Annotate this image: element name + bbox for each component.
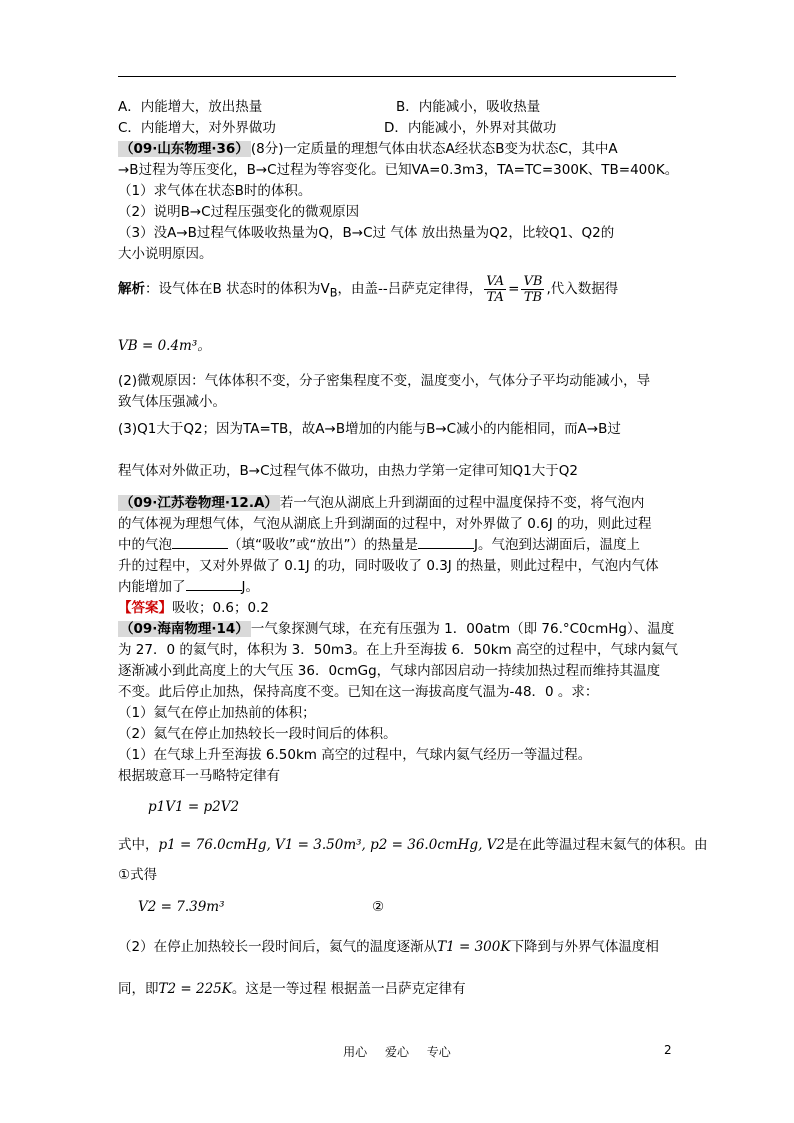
q12-line4: 升的过程中，又对外界做了 0.1J 的功，同时吸收了 0.3J 的热量，则此过程中，气泡内气体 [118, 558, 659, 574]
equation-values: p1 = 76.0cmHg, V1 = 3.50m³, p2 = 36.0cmHg, V2 [158, 837, 506, 853]
q14-line11: （2）在停止加热较长一段时间后，氦气的温度逐渐从T1 = 300K下降到与外界气体温度相 [118, 939, 659, 955]
q14-tag: （09·海南物理·14） [120, 621, 249, 637]
q12-tag: （09·江苏卷物理·12.A） [120, 495, 278, 511]
q36-part3-line1: (3)Q1大于Q2；因为TA=TB，故A→B增加的内能与B→C减小的内能相同，而A→B过 [118, 421, 621, 437]
q36-part2-line2: 致气体压强减小。 [118, 394, 226, 410]
q12-line5: 内能增加了 J。 [118, 579, 259, 595]
q36-line1: （09·山东物理·36） (8分)一定质量的理想气体由状态A经状态B变为状态C，其中A [120, 141, 618, 157]
option-d: D．内能减小，外界对其做功 [384, 120, 557, 136]
fraction-vb-tb: $\frac{VB}{TB}$ [523, 273, 543, 305]
q14-line6: （2）氦气在停止加热较长一段时间后的体积。 [118, 726, 397, 742]
option-a: A．内能增大，放出热量 [118, 99, 263, 115]
answer-blank-3 [186, 578, 242, 591]
q36-line3: （1）求气体在状态B时的体积。 [118, 183, 312, 199]
fraction-va-ta: $\frac{VA}{TA}$ [486, 273, 505, 305]
q36-line5: （3）没A→B过程气体吸收热量为Q，B→C过 气体 放出热量为Q2，比较Q1、Q2的 [118, 225, 615, 241]
answer-blank-2 [418, 536, 474, 549]
equation-number: ② [372, 899, 385, 915]
answer-blank-1 [172, 536, 228, 549]
q14-line3: 逐渐减小到此高度上的大气压 36．0cmGg，气球内部因启动一持续加热过程而维持其温度 [118, 663, 661, 679]
q36-part2-line1: (2)微观原因：气体体积不变，分子密集程度不变，温度变小，气体分子平均动能减小，导 [118, 373, 651, 389]
q12-line2: 的气体视为理想气体，气泡从湖底上升到湖面的过程中，对外界做了 0.6J 的功，则此过程 [118, 516, 652, 532]
q14-line4: 不变。此后停止加热，保持高度不变。已知在这一海拔高度气温为-48．0 。求： [118, 684, 599, 700]
q14-line10: ①式得 [118, 867, 158, 883]
q36-vb-result: VB = 0.4m³。 [118, 338, 211, 354]
q14-line7: （1）在气球上升至海拔 6.50km 高空的过程中，气球内氦气经历一等温过程。 [118, 747, 592, 763]
q36-solution-line: 解析：设气体在B 状态时的体积为$V_B$，由盖--吕萨克定律得， $\frac{VA}{TA}$ = $\frac{VB}{TB}$ ,代入数据得 [118, 273, 619, 305]
q36-tag: （09·山东物理·36） [120, 141, 249, 157]
q14-line8: 根据玻意耳一马略特定律有 [118, 768, 280, 784]
answer-label: 【答案】 [118, 600, 172, 616]
solution-label: 解析 [118, 281, 145, 297]
option-c: C．内能增大，对外界做功 [118, 120, 276, 136]
q14-line9: 式中，p1 = 76.0cmHg, V1 = 3.50m³, p2 = 36.0cmHg, V2是在此等温过程末氦气的体积。由 [118, 837, 708, 853]
q12-line3: 中的气泡 （填“吸收”或“放出”）的热量是 J。气泡到达湖面后，温度上 [118, 537, 640, 553]
q14-line1: （09·海南物理·14） 一气象探测气球，在充有压强为 1．00atm（即 76.°C0cmHg）、温度 [120, 621, 675, 637]
q14-line12: 同，即T2 = 225K。这是一等过程 根据盖一吕萨克定律有 [118, 981, 466, 997]
q14-line5: （1）氦气在停止加热前的体积； [118, 705, 316, 721]
q12-line1: （09·江苏卷物理·12.A） 若一气泡从湖底上升到湖面的过程中温度保持不变，将气泡内 [120, 495, 645, 511]
equation-boyle: p1V1 = p2V2 [148, 799, 240, 815]
option-b: B．内能减小，吸收热量 [396, 99, 541, 115]
equation-v2: V2 = 7.39m³ [138, 899, 225, 915]
q36-part3-line2: 程气体对外做正功，B→C过程气体不做功，由热力学第一定律可知Q1大于Q2 [118, 463, 578, 479]
page-number: 2 [664, 1043, 672, 1057]
q36-line6: 大小说明原因。 [118, 246, 213, 262]
header-rule [118, 76, 676, 77]
q14-line2: 为 27．0 的氦气时，体积为 3．50m3。在上升至海拔 6．50km 高空的过程中，气球内氦气 [118, 642, 678, 658]
q36-line2: →B过程为等压变化，B→C过程为等容变化。已知VA=0.3m3，TA=TC=300K、TB=400K。 [118, 162, 679, 178]
q12-answer: 【答案】吸收；0.6；0.2 [118, 600, 269, 616]
q36-line4: （2）说明B→C过程压强变化的微观原因 [118, 204, 360, 220]
page-footer: 用心 爱心 专心 [343, 1045, 451, 1059]
